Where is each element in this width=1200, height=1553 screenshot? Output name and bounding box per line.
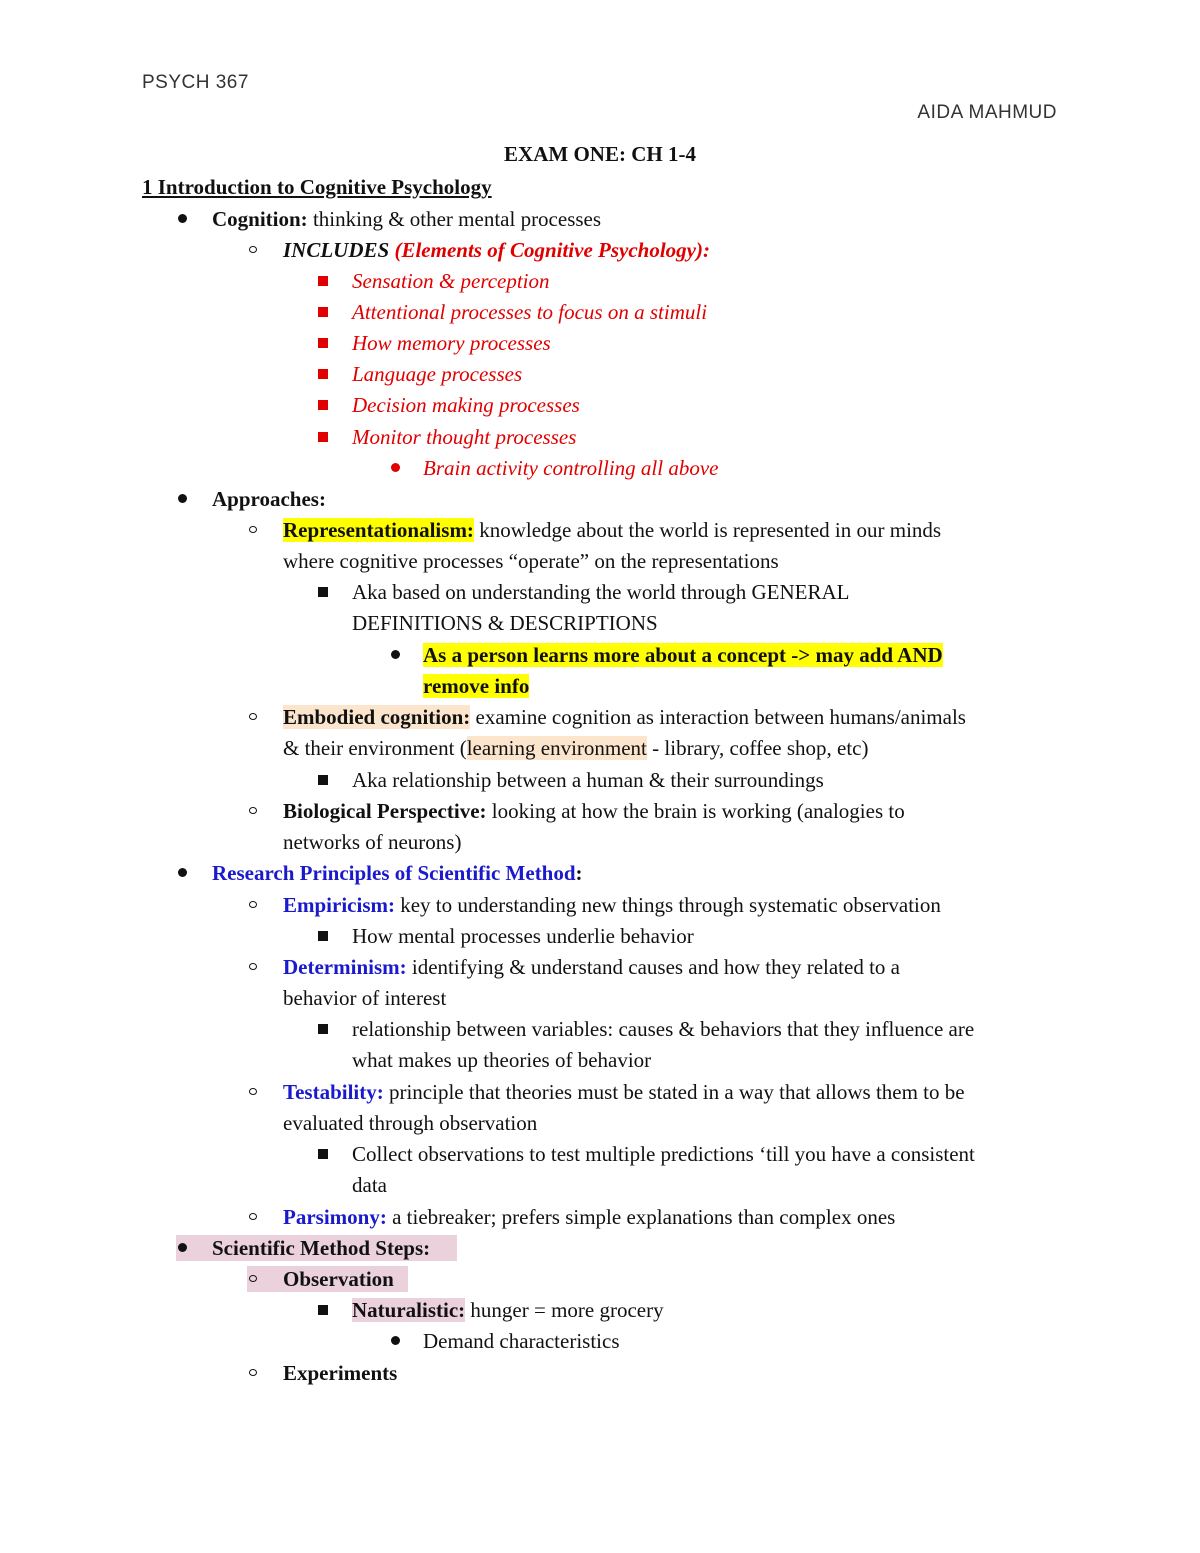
definition-continuation: evaluated through observation <box>283 1111 538 1135</box>
includes-label: INCLUDES <box>283 238 395 262</box>
term-label: Determinism: <box>283 955 407 979</box>
list-item-element: Sensation & perception <box>352 269 550 293</box>
definition-continuation: networks of neurons) <box>283 830 462 854</box>
definition-continuation <box>283 735 868 761</box>
heading-text: Research Principles of Scientific Method <box>212 861 576 885</box>
highlighted-note: As a person learns more about a concept -> may add AND <box>423 643 943 667</box>
colon: : <box>575 861 583 885</box>
list-item-testability <box>283 1079 965 1105</box>
list-item-continuation <box>423 673 529 699</box>
definition-text: looking at how the brain is working (analogies to <box>486 799 905 823</box>
section-heading: 1 Introduction to Cognitive Psychology <box>142 175 492 199</box>
list-item-approaches: Approaches: <box>212 487 326 511</box>
definition-text: key to understanding new things through systematic observation <box>394 893 941 917</box>
document-title: EXAM ONE: CH 1-4 <box>504 142 696 166</box>
term-label: Biological Perspective: <box>283 799 487 823</box>
list-item-includes <box>283 237 710 263</box>
definition-text: identifying & understand causes and how they related to a <box>406 955 900 979</box>
list-item-cognition <box>212 206 601 232</box>
list-item-continuation: DEFINITIONS & DESCRIPTIONS <box>352 611 658 635</box>
list-item-empiricism <box>283 892 941 918</box>
definition-continuation: behavior of interest <box>283 986 447 1010</box>
definition-text: - library, coffee shop, etc) <box>646 736 869 760</box>
list-item-method-steps: Scientific Method Steps: <box>212 1236 431 1260</box>
list-item-sub: relationship between variables: causes & behaviors that they influence are <box>352 1017 975 1041</box>
list-item-aka: Aka relationship between a human & their surroundings <box>352 768 824 792</box>
highlighted-note: remove info <box>423 674 530 698</box>
list-item-representationalism <box>283 517 941 543</box>
definition-text: examine cognition as interaction between humans/animals <box>470 705 966 729</box>
list-item-element: Monitor thought processes <box>352 425 577 449</box>
list-item-experiments: Experiments <box>283 1361 398 1385</box>
list-item-note <box>423 642 943 668</box>
list-item-parsimony <box>283 1204 895 1230</box>
definition-text: thinking & other mental processes <box>307 207 602 231</box>
definition-text: knowledge about the world is represented in our minds <box>473 518 942 542</box>
list-item-sub: Demand characteristics <box>423 1329 620 1353</box>
term-label: Naturalistic: <box>352 1298 466 1322</box>
list-item-element: Brain activity controlling all above <box>423 456 719 480</box>
list-item-naturalistic <box>352 1297 664 1323</box>
list-item-aka: Aka based on understanding the world through GENERAL <box>352 580 850 604</box>
definition-text: & their environment ( <box>283 736 467 760</box>
list-item-element: Decision making processes <box>352 393 580 417</box>
list-item-observation: Observation <box>283 1267 394 1291</box>
list-item-continuation: data <box>352 1173 387 1197</box>
list-item-research-principles <box>212 860 583 886</box>
list-item-element: Attentional processes to focus on a stimuli <box>352 300 708 324</box>
term-label: Cognition: <box>212 207 308 231</box>
list-item-sub: How mental processes underlie behavior <box>352 924 694 948</box>
term-label: Embodied cognition: <box>283 705 471 729</box>
term-label: Empiricism: <box>283 893 395 917</box>
list-item-biological-perspective <box>283 798 905 824</box>
term-label: Parsimony: <box>283 1205 387 1229</box>
list-item-element: How memory processes <box>352 331 551 355</box>
includes-subtitle: (Elements of Cognitive Psychology): <box>394 238 710 262</box>
term-label: Testability: <box>283 1080 384 1104</box>
definition-text: hunger = more grocery <box>465 1298 664 1322</box>
list-item-determinism <box>283 954 900 980</box>
list-item-embodied-cognition <box>283 704 966 730</box>
definition-text: principle that theories must be stated in a way that allows them to be <box>383 1080 965 1104</box>
definition-text: a tiebreaker; prefers simple explanations than complex ones <box>386 1205 896 1229</box>
list-item-continuation: what makes up theories of behavior <box>352 1048 652 1072</box>
author-name: AIDA MAHMUD <box>917 102 1057 123</box>
list-item-sub: Collect observations to test multiple predictions ‘till you have a consistent <box>352 1142 975 1166</box>
term-label: Representationalism: <box>283 518 474 542</box>
definition-continuation: where cognitive processes “operate” on the representations <box>283 549 779 573</box>
course-code: PSYCH 367 <box>142 72 249 93</box>
highlighted-phrase: learning environment <box>466 736 647 760</box>
list-item-element: Language processes <box>352 362 523 386</box>
